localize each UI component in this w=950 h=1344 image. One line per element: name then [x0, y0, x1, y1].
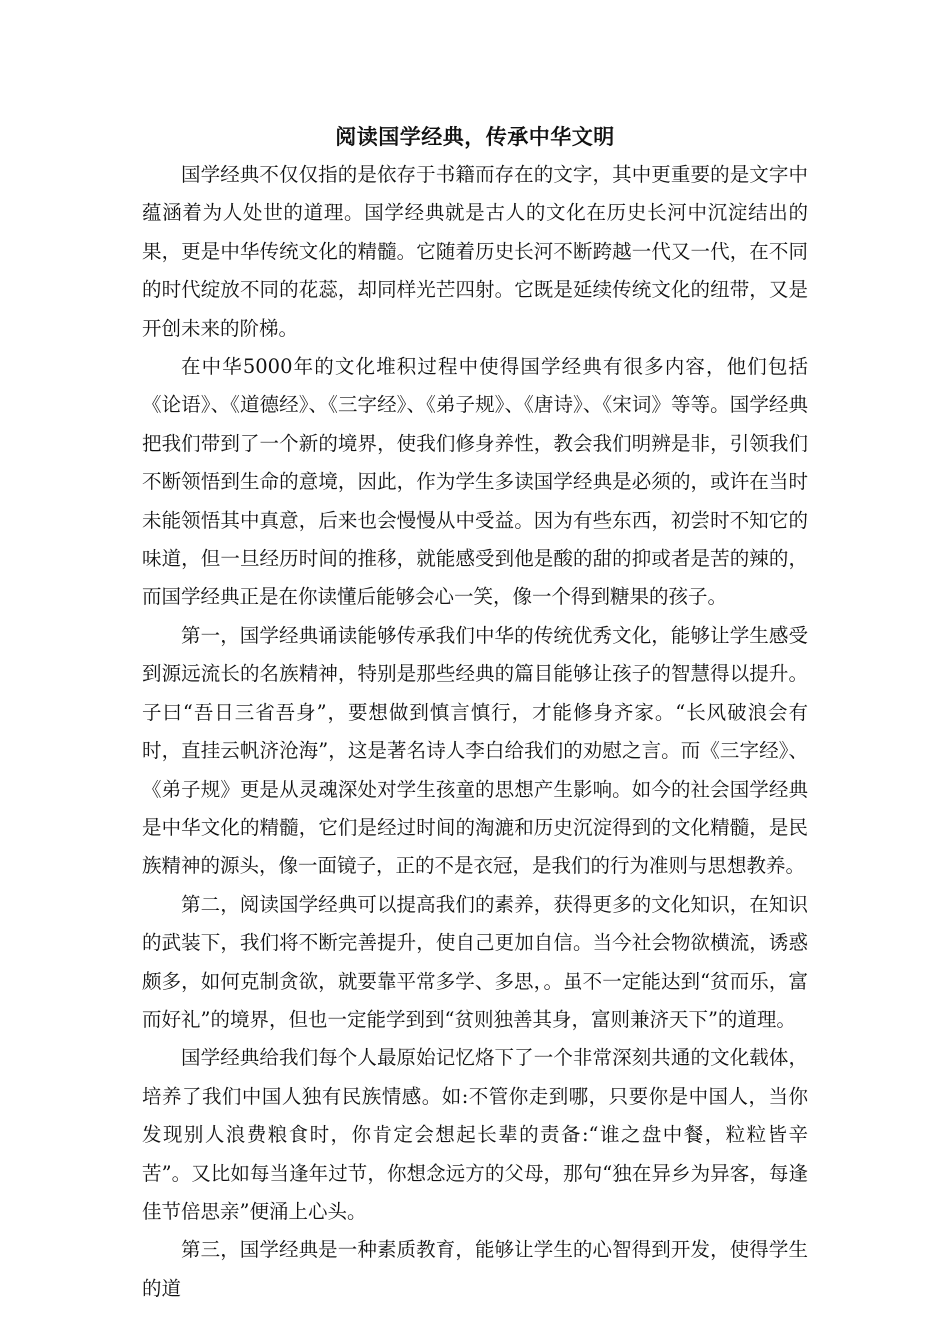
- paragraph-5: 国学经典给我们每个人最原始记忆烙下了一个非常深刻共通的文化载体，培养了我们中国人独有民族情感。如:不管你走到哪，只要你是中国人，当你发现别人浪费粮食时，你肯定会想起长辈的责备:“谁之盘中餐，粒粒皆辛苦”。又比如每当逢年过节，你想念远方的父母，那句“独在异乡为异客，每逢佳节倍思亲”便涌上心头。: [142, 1046, 808, 1223]
- document-page: [142, 118, 808, 1308]
- paragraph-3: 第一，国学经典诵读能够传承我们中华的传统优秀文化，能够让学生感受到源远流长的名族精神，特别是那些经典的篇目能够让孩子的智慧得以提升。子曰“吾日三省吾身”，要想做到慎言慎行，才能修身齐家。“长风破浪会有时，直挂云帆济沧海”，这是著名诗人李白给我们的劝慰之言。而《三字经》、《弟子规》更是从灵魂深处对学生孩童的思想产生影响。如今的社会国学经典是中华文化的精髓，它们是经过时间的淘漉和历史沉淀得到的文化精髓，是民族精神的源头，像一面镜子，正的不是衣冠，是我们的行为准则与思想教养。: [142, 623, 808, 878]
- paragraph-1: 国学经典不仅仅指的是依存于书籍而存在的文字，其中更重要的是文字中蕴涵着为人处世的道理。国学经典就是古人的文化在历史长河中沉淀结出的果，更是中华传统文化的精髓。它随着历史长河不断跨越一代又一代，在不同的时代绽放不同的花蕊，却同样光芒四射。它既是延续传统文化的纽带，又是开创未来的阶梯。: [142, 163, 808, 340]
- document-title: 阅读国学经典，传承中华文明: [335, 124, 615, 149]
- paragraph-2: 在中华5000年的文化堆积过程中使得国学经典有很多内容，他们包括《论语》、《道德经》、《三字经》、《弟子规》、《唐诗》、《宋词》等等。国学经典把我们带到了一个新的境界，使我们修身养性，教会我们明辨是非，引领我们不断领悟到生命的意境，因此，作为学生多读国学经典是必须的，或许在当时未能领悟其中真意，后来也会慢慢从中受益。因为有些东西，初尝时不知它的味道，但一旦经历时间的推移，就能感受到他是酸的甜的抑或者是苦的辣的，而国学经典正是在你读懂后能够会心一笑，像一个得到糖果的孩子。: [142, 355, 808, 609]
- paragraph-4: 第二，阅读国学经典可以提高我们的素养，获得更多的文化知识，在知识的武装下，我们将不断完善提升，使自己更加自信。当今社会物欲横流，诱惑颇多，如何克制贪欲，就要靠平常多学、多思，。虽不一定能达到“贫而乐，富而好礼”的境界，但也一定能学到到“贫则独善其身，富则兼济天下”的道理。: [142, 892, 808, 1031]
- paragraph-6: 第三，国学经典是一种素质教育，能够让学生的心智得到开发，使得学生的道: [142, 1238, 808, 1300]
